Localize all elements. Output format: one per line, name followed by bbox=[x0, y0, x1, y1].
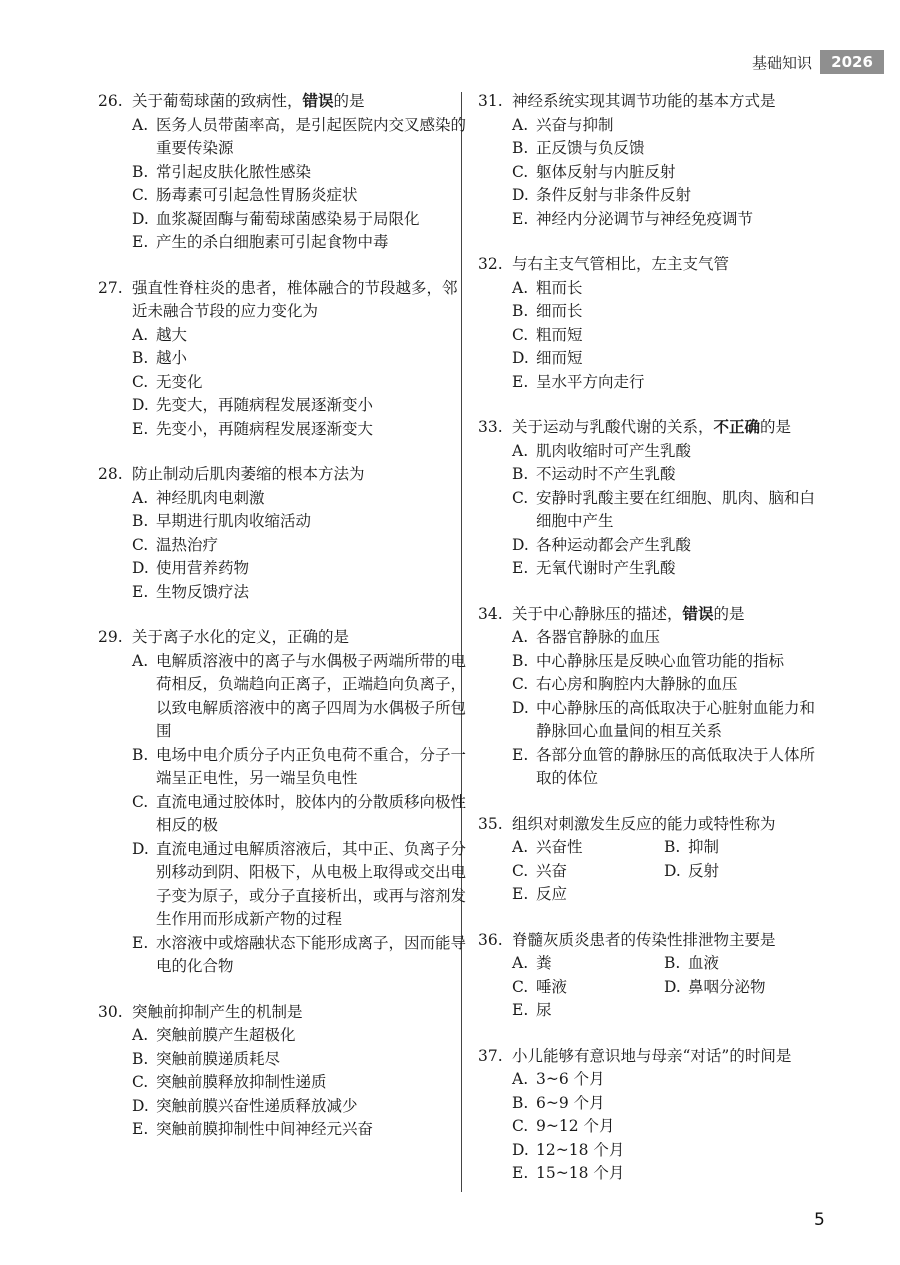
question-30 bbox=[98, 1001, 468, 1142]
option-letter: E. bbox=[512, 372, 529, 391]
option-d bbox=[132, 1095, 468, 1119]
question-26 bbox=[98, 90, 468, 255]
option-letter: E. bbox=[512, 559, 529, 577]
option-text: 躯体反射与内脏反射 bbox=[536, 162, 676, 181]
option-letter: C. bbox=[512, 1117, 529, 1135]
stem-emphasis: 错误 bbox=[682, 604, 714, 623]
option-text: 肠毒素可引起急性胃肠炎症状 bbox=[156, 186, 358, 204]
option-text: 粪 bbox=[536, 954, 552, 972]
option-letter: A. bbox=[512, 1070, 529, 1088]
question-text bbox=[132, 1001, 468, 1025]
option-b bbox=[512, 650, 828, 674]
option-letter: D. bbox=[664, 861, 681, 880]
option-e bbox=[512, 1162, 828, 1186]
option-text: 早期进行肌肉收缩活动 bbox=[156, 512, 312, 530]
option-list bbox=[478, 440, 828, 581]
stem-text: 关于运动与乳酸代谢的关系， bbox=[512, 418, 714, 436]
option-c bbox=[512, 487, 828, 534]
option-text: 条件反射与非条件反射 bbox=[536, 186, 692, 204]
stem-text: 防止制动后肌肉萎缩的根本方法为 bbox=[132, 465, 365, 483]
option-letter: E. bbox=[512, 1164, 529, 1182]
option-text: 细而长 bbox=[536, 302, 583, 320]
question-text bbox=[512, 90, 828, 114]
option-text: 突触前膜抑制性中间神经元兴奋 bbox=[156, 1120, 374, 1138]
option-text: 医务人员带菌率高，是引起医院内交叉感染的重要传染源 bbox=[156, 115, 467, 157]
option-text: 产生的杀白细胞素可引起食物中毒 bbox=[156, 233, 389, 251]
option-b bbox=[512, 1092, 828, 1116]
option-a bbox=[132, 650, 468, 744]
question-text bbox=[512, 813, 828, 837]
option-text: 直流电通过胶体时，胶体内的分散质移向极性相反的极 bbox=[156, 792, 467, 834]
option-letter: B. bbox=[512, 1093, 529, 1112]
option-list bbox=[98, 487, 468, 605]
question-stem bbox=[478, 813, 828, 837]
option-letter: E. bbox=[132, 1120, 149, 1138]
option-e bbox=[512, 557, 828, 581]
option-text: 无氧代谢时产生乳酸 bbox=[536, 559, 676, 577]
option-text: 突触前膜释放抑制性递质 bbox=[156, 1073, 327, 1091]
option-e bbox=[512, 999, 664, 1023]
option-letter: C. bbox=[512, 162, 529, 181]
option-a bbox=[132, 114, 468, 161]
option-c bbox=[512, 976, 664, 1000]
stem-text: 小儿能够有意识地与母亲“对话”的时间是 bbox=[512, 1046, 792, 1065]
question-27 bbox=[98, 277, 468, 442]
question-number: 26. bbox=[98, 92, 123, 110]
question-stem bbox=[98, 463, 468, 487]
option-e bbox=[512, 744, 828, 791]
question-29 bbox=[98, 626, 468, 979]
question-stem bbox=[478, 416, 828, 440]
option-text: 反射 bbox=[688, 861, 720, 880]
option-letter: A. bbox=[512, 278, 529, 297]
option-letter: C. bbox=[132, 1073, 149, 1091]
option-text: 电解质溶液中的离子与水偶极子两端所带的电荷相反，负端趋向正离子，正端趋向负离子，以致电解质溶液中的离子四周为水偶极子所包围 bbox=[156, 651, 467, 740]
option-text: 先变大，再随病程发展逐渐变小 bbox=[156, 396, 374, 414]
option-list bbox=[478, 836, 828, 907]
question-number: 31. bbox=[478, 92, 503, 110]
option-a bbox=[132, 324, 468, 348]
option-letter: C. bbox=[132, 792, 149, 811]
question-number: 32. bbox=[478, 255, 503, 273]
option-text: 生物反馈疗法 bbox=[156, 582, 250, 601]
option-a bbox=[512, 114, 828, 138]
left-column bbox=[98, 90, 468, 1164]
question-text bbox=[132, 626, 468, 650]
stem-text-end: 的是 bbox=[760, 418, 792, 436]
option-letter: E. bbox=[512, 1001, 529, 1019]
question-stem bbox=[98, 626, 468, 650]
option-text: 神经内分泌调节与神经免疫调节 bbox=[536, 209, 754, 228]
question-stem bbox=[478, 90, 828, 114]
option-text: 抑制 bbox=[688, 838, 720, 856]
option-text: 安静时乳酸主要在红细胞、肌肉、脑和白细胞中产生 bbox=[536, 488, 816, 530]
option-c bbox=[132, 371, 468, 395]
stem-text: 组织对刺激发生反应的能力或特性称为 bbox=[512, 814, 776, 833]
question-stem bbox=[98, 1001, 468, 1025]
stem-text: 神经系统实现其调节功能的基本方式是 bbox=[512, 92, 776, 110]
option-c bbox=[512, 860, 664, 884]
option-letter: D. bbox=[664, 977, 681, 996]
option-b bbox=[132, 1048, 468, 1072]
option-letter: D. bbox=[132, 1096, 149, 1115]
option-letter: E. bbox=[132, 233, 149, 251]
option-text: 粗而长 bbox=[536, 278, 583, 297]
option-text: 粗而短 bbox=[536, 325, 583, 344]
question-stem bbox=[98, 277, 468, 324]
option-text: 右心房和胸腔内大静脉的血压 bbox=[536, 675, 738, 693]
option-letter: B. bbox=[132, 512, 149, 530]
question-text bbox=[512, 416, 828, 440]
option-letter: C. bbox=[512, 861, 529, 880]
option-list bbox=[478, 1068, 828, 1186]
option-b bbox=[512, 137, 828, 161]
option-letter: B. bbox=[132, 1049, 149, 1068]
option-text: 各部分血管的静脉压的高低取决于人体所取的体位 bbox=[536, 745, 816, 787]
option-b bbox=[132, 510, 468, 534]
question-number: 33. bbox=[478, 418, 503, 436]
option-letter: D. bbox=[512, 535, 529, 554]
stem-text: 关于中心静脉压的描述， bbox=[512, 604, 683, 623]
stem-text-end: 的是 bbox=[713, 604, 745, 623]
option-d bbox=[132, 838, 468, 932]
year-badge: 2026 bbox=[820, 50, 884, 74]
option-text: 越大 bbox=[156, 325, 188, 344]
option-letter: D. bbox=[132, 839, 149, 858]
stem-text: 关于离子水化的定义，正确的是 bbox=[132, 628, 350, 646]
option-text: 中心静脉压的高低取决于心脏射血能力和静脉回心血量间的相互关系 bbox=[536, 698, 816, 740]
option-text: 无变化 bbox=[156, 372, 203, 391]
running-header bbox=[752, 50, 884, 74]
option-letter: A. bbox=[132, 651, 149, 670]
question-stem bbox=[478, 253, 828, 277]
option-text: 中心静脉压是反映心血管功能的指标 bbox=[536, 651, 785, 670]
option-d bbox=[512, 1139, 828, 1163]
option-letter: B. bbox=[132, 162, 149, 181]
option-letter: D. bbox=[512, 698, 529, 717]
option-text: 直流电通过电解质溶液后，其中正、负离子分别移动到阴、阳极下，从电极上取得或交出电子变为原子，或分子直接析出，或再与溶剂发生作用而形成新产物的过程 bbox=[156, 839, 467, 928]
stem-text: 关于葡萄球菌的致病性， bbox=[132, 92, 303, 110]
option-text: 15~18 个月 bbox=[536, 1164, 625, 1182]
option-letter: A. bbox=[132, 1026, 149, 1044]
option-text: 9~12 个月 bbox=[536, 1117, 615, 1135]
option-text: 水溶液中或熔融状态下能形成离子，因而能导电的化合物 bbox=[156, 933, 467, 975]
option-letter: C. bbox=[512, 325, 529, 344]
option-letter: E. bbox=[512, 745, 529, 764]
option-letter: B. bbox=[664, 954, 681, 972]
option-list bbox=[98, 114, 468, 255]
option-letter: D. bbox=[512, 186, 529, 204]
option-text: 常引起皮肤化脓性感染 bbox=[156, 162, 312, 181]
option-e bbox=[132, 231, 468, 255]
option-text: 各器官静脉的血压 bbox=[536, 628, 661, 646]
option-letter: E. bbox=[132, 933, 149, 952]
option-d bbox=[132, 557, 468, 581]
option-text: 越小 bbox=[156, 349, 188, 367]
option-c bbox=[512, 161, 828, 185]
option-text: 突触前膜兴奋性递质释放减少 bbox=[156, 1096, 358, 1115]
option-text: 6~9 个月 bbox=[536, 1093, 605, 1112]
option-text: 兴奋与抑制 bbox=[536, 115, 614, 134]
option-letter: D. bbox=[512, 349, 529, 367]
subject-label: 基础知识 bbox=[752, 53, 813, 72]
option-letter: D. bbox=[512, 1140, 529, 1159]
question-text bbox=[132, 90, 468, 114]
question-37 bbox=[478, 1045, 828, 1186]
option-text: 不运动时不产生乳酸 bbox=[536, 465, 676, 483]
option-letter: A. bbox=[132, 115, 149, 134]
option-text: 各种运动都会产生乳酸 bbox=[536, 535, 692, 554]
question-31 bbox=[478, 90, 828, 231]
question-stem bbox=[478, 1045, 828, 1069]
option-e bbox=[132, 932, 468, 979]
option-letter: E. bbox=[512, 209, 529, 228]
option-e bbox=[132, 418, 468, 442]
option-text: 电场中电介质分子内正负电荷不重合，分子一端呈正电性，另一端呈负电性 bbox=[156, 745, 467, 787]
option-text: 使用营养药物 bbox=[156, 559, 250, 577]
option-letter: C. bbox=[132, 186, 149, 204]
question-stem bbox=[98, 90, 468, 114]
option-list bbox=[478, 952, 828, 1023]
option-a bbox=[512, 626, 828, 650]
question-stem bbox=[478, 929, 828, 953]
option-letter: D. bbox=[132, 209, 149, 228]
option-e bbox=[512, 883, 664, 907]
question-35 bbox=[478, 813, 828, 907]
option-letter: E. bbox=[512, 885, 529, 903]
option-text: 兴奋性 bbox=[536, 838, 583, 856]
option-d bbox=[132, 208, 468, 232]
page-number: 5 bbox=[814, 1210, 825, 1230]
option-a bbox=[512, 836, 664, 860]
option-d bbox=[512, 697, 828, 744]
question-number: 29. bbox=[98, 628, 123, 646]
option-a bbox=[512, 277, 828, 301]
option-text: 血浆凝固酶与葡萄球菌感染易于局限化 bbox=[156, 209, 420, 228]
option-c bbox=[132, 791, 468, 838]
question-28 bbox=[98, 463, 468, 604]
option-text: 温热治疗 bbox=[156, 535, 219, 554]
question-text bbox=[512, 929, 828, 953]
option-text: 突触前膜产生超极化 bbox=[156, 1026, 296, 1044]
option-letter: E. bbox=[132, 419, 149, 438]
option-c bbox=[132, 184, 468, 208]
right-column bbox=[478, 90, 828, 1208]
option-c bbox=[132, 1071, 468, 1095]
question-34 bbox=[478, 603, 828, 791]
option-d bbox=[512, 347, 828, 371]
option-e bbox=[132, 1118, 468, 1142]
option-d bbox=[664, 976, 814, 1000]
question-32 bbox=[478, 253, 828, 394]
option-letter: C. bbox=[512, 488, 529, 507]
option-letter: A. bbox=[132, 488, 149, 507]
question-number: 37. bbox=[478, 1046, 503, 1065]
question-33 bbox=[478, 416, 828, 581]
question-number: 35. bbox=[478, 814, 503, 833]
option-b bbox=[512, 300, 828, 324]
option-letter: B. bbox=[512, 302, 529, 320]
option-letter: D. bbox=[132, 559, 149, 577]
option-c bbox=[512, 1115, 828, 1139]
option-letter: D. bbox=[132, 396, 149, 414]
option-letter: A. bbox=[512, 628, 529, 646]
stem-text: 突触前抑制产生的机制是 bbox=[132, 1002, 303, 1021]
option-a bbox=[512, 952, 664, 976]
option-text: 肌肉收缩时可产生乳酸 bbox=[536, 441, 692, 460]
option-letter: A. bbox=[512, 115, 529, 134]
option-letter: B. bbox=[512, 651, 529, 670]
option-letter: C. bbox=[512, 977, 529, 996]
option-letter: B. bbox=[512, 139, 529, 157]
option-letter: B. bbox=[132, 745, 149, 764]
option-c bbox=[132, 534, 468, 558]
option-text: 先变小，再随病程发展逐渐变大 bbox=[156, 419, 374, 438]
stem-text-end: 的是 bbox=[333, 92, 365, 110]
option-letter: C. bbox=[132, 372, 149, 391]
option-text: 神经肌肉电刺激 bbox=[156, 488, 265, 507]
option-b bbox=[132, 347, 468, 371]
question-number: 36. bbox=[478, 930, 503, 949]
question-text bbox=[132, 463, 468, 487]
option-b bbox=[664, 952, 814, 976]
option-list bbox=[478, 626, 828, 791]
option-text: 12~18 个月 bbox=[536, 1140, 625, 1159]
option-b bbox=[512, 463, 828, 487]
option-list bbox=[98, 650, 468, 979]
stem-text: 强直性脊柱炎的患者，椎体融合的节段越多，邻近未融合节段的应力变化为 bbox=[132, 278, 458, 320]
option-text: 反应 bbox=[536, 885, 568, 903]
option-a bbox=[132, 487, 468, 511]
option-text: 呈水平方向走行 bbox=[536, 372, 645, 391]
question-stem bbox=[478, 603, 828, 627]
question-text bbox=[132, 277, 468, 324]
stem-text: 脊髓灰质炎患者的传染性排泄物主要是 bbox=[512, 930, 776, 949]
option-d bbox=[664, 860, 814, 884]
option-text: 突触前膜递质耗尽 bbox=[156, 1049, 281, 1068]
option-text: 血液 bbox=[688, 954, 720, 972]
question-text bbox=[512, 253, 828, 277]
option-letter: A. bbox=[512, 954, 529, 972]
question-number: 30. bbox=[98, 1002, 123, 1021]
option-list bbox=[478, 114, 828, 232]
option-e bbox=[132, 581, 468, 605]
stem-emphasis: 不正确 bbox=[713, 418, 761, 436]
option-list bbox=[98, 324, 468, 442]
option-letter: B. bbox=[132, 349, 149, 367]
option-letter: B. bbox=[664, 838, 681, 856]
option-b bbox=[132, 161, 468, 185]
option-letter: A. bbox=[512, 838, 529, 856]
option-b bbox=[132, 744, 468, 791]
option-letter: A. bbox=[512, 441, 529, 460]
option-c bbox=[512, 324, 828, 348]
question-number: 28. bbox=[98, 465, 123, 483]
option-e bbox=[512, 208, 828, 232]
option-text: 3~6 个月 bbox=[536, 1070, 605, 1088]
option-b bbox=[664, 836, 814, 860]
option-a bbox=[512, 440, 828, 464]
option-a bbox=[132, 1024, 468, 1048]
option-d bbox=[512, 184, 828, 208]
question-number: 27. bbox=[98, 278, 123, 297]
stem-text: 与右主支气管相比，左主支气管 bbox=[512, 255, 730, 273]
question-text bbox=[512, 603, 828, 627]
option-letter: C. bbox=[132, 535, 149, 554]
option-list bbox=[98, 1024, 468, 1142]
option-letter: E. bbox=[132, 582, 149, 601]
option-text: 细而短 bbox=[536, 349, 583, 367]
question-number: 34. bbox=[478, 604, 503, 623]
option-text: 兴奋 bbox=[536, 861, 568, 880]
option-text: 正反馈与负反馈 bbox=[536, 139, 645, 157]
question-36 bbox=[478, 929, 828, 1023]
option-list bbox=[478, 277, 828, 395]
option-text: 唾液 bbox=[536, 977, 568, 996]
stem-emphasis: 错误 bbox=[302, 92, 334, 110]
option-letter: C. bbox=[512, 675, 529, 693]
option-d bbox=[512, 534, 828, 558]
question-text bbox=[512, 1045, 828, 1069]
option-text: 尿 bbox=[536, 1001, 552, 1019]
option-letter: A. bbox=[132, 325, 149, 344]
option-a bbox=[512, 1068, 828, 1092]
option-d bbox=[132, 394, 468, 418]
option-letter: B. bbox=[512, 465, 529, 483]
option-c bbox=[512, 673, 828, 697]
option-text: 鼻咽分泌物 bbox=[688, 977, 766, 996]
option-e bbox=[512, 371, 828, 395]
